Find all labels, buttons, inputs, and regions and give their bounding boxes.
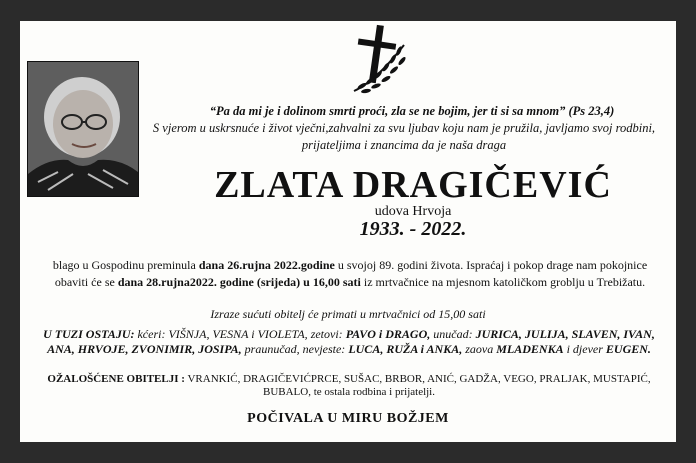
deceased-name: ZLATA DRAGIČEVIĆ xyxy=(214,164,612,206)
families-names: VRANKIĆ, DRAGIČEVIĆPRCE, SUŠAC, BRBOR, ANIĆ, GADŽA, VEGO, PRALJAK, MUSTAPIĆ, BUBALO, te ostala rodbina i prijatelji. xyxy=(184,373,651,398)
relation-label: zetovi: xyxy=(307,327,346,341)
families-label: OŽALOŠĆENE OBITELJI : xyxy=(47,373,185,385)
obituary-card xyxy=(20,21,676,442)
relation-label: zaova xyxy=(462,342,497,356)
psalm-quote: “Pa da mi je i dolinom smrti proći, zla se ne bojim, jer ti si sa mnom” (Ps 23,4) xyxy=(209,104,615,118)
announcement-part: blago u Gospodinu preminula xyxy=(52,258,199,272)
mourners-list xyxy=(38,327,660,357)
relation-names: PAVO i DRAGO, xyxy=(345,327,431,341)
olive-branch-icon xyxy=(354,45,407,94)
relation-names: EUGEN. xyxy=(605,342,651,356)
funeral-date: dana 28.rujna2022. godine (srijeda) u 16,00 sati xyxy=(117,274,361,289)
announcement-part: u svojoj 89. godini života. Ispraćaj i pokop drage nam pokojnice obaviti će se xyxy=(54,258,648,289)
cross-icon xyxy=(346,23,410,99)
condolences-note: Izraze sućuti obitelj će primati u mrtvačnici od 15,00 sati xyxy=(210,307,486,321)
portrait-image xyxy=(28,62,138,196)
relation-label: i djever xyxy=(563,342,606,356)
life-years: 1933. - 2022. xyxy=(359,218,467,240)
relation-names: MLADENKA xyxy=(496,342,564,356)
rest-in-peace: POČIVALA U MIRU BOŽJEM xyxy=(247,411,449,426)
relation-label: unučad: xyxy=(430,327,476,341)
relation-names: JURICA, JULIJA, SLAVEN, IVAN, ANA, HRVOJE, ZVONIMIR, JOSIPA, xyxy=(47,327,655,356)
families-list xyxy=(38,373,660,399)
announcement-part: iz mrtvačnice na mjesnom katoličkom groblju u Trebižatu. xyxy=(360,274,646,289)
death-date: dana 26.rujna 2022.godine xyxy=(198,258,335,272)
mourners-label: U TUZI OSTAJU: xyxy=(43,327,135,341)
relation-names: VIŠNJA, VESNA i VIOLETA, xyxy=(168,327,308,341)
portrait-photo xyxy=(27,61,139,197)
relation-label: praunučad, nevjeste: xyxy=(241,342,349,356)
intro-text: S vjerom u uskrsnuće i život vječni,zahvalni za svu ljubav koju nam je pružila, javljamo svoj rodbini, prijateljima i znancima da je naša draga xyxy=(152,121,656,152)
widow-of: udova Hrvoja xyxy=(374,204,452,219)
relation-names: LUCA, RUŽA i ANKA, xyxy=(348,342,463,356)
relation-label: kćeri: xyxy=(134,327,169,341)
announcement-text xyxy=(40,257,660,290)
